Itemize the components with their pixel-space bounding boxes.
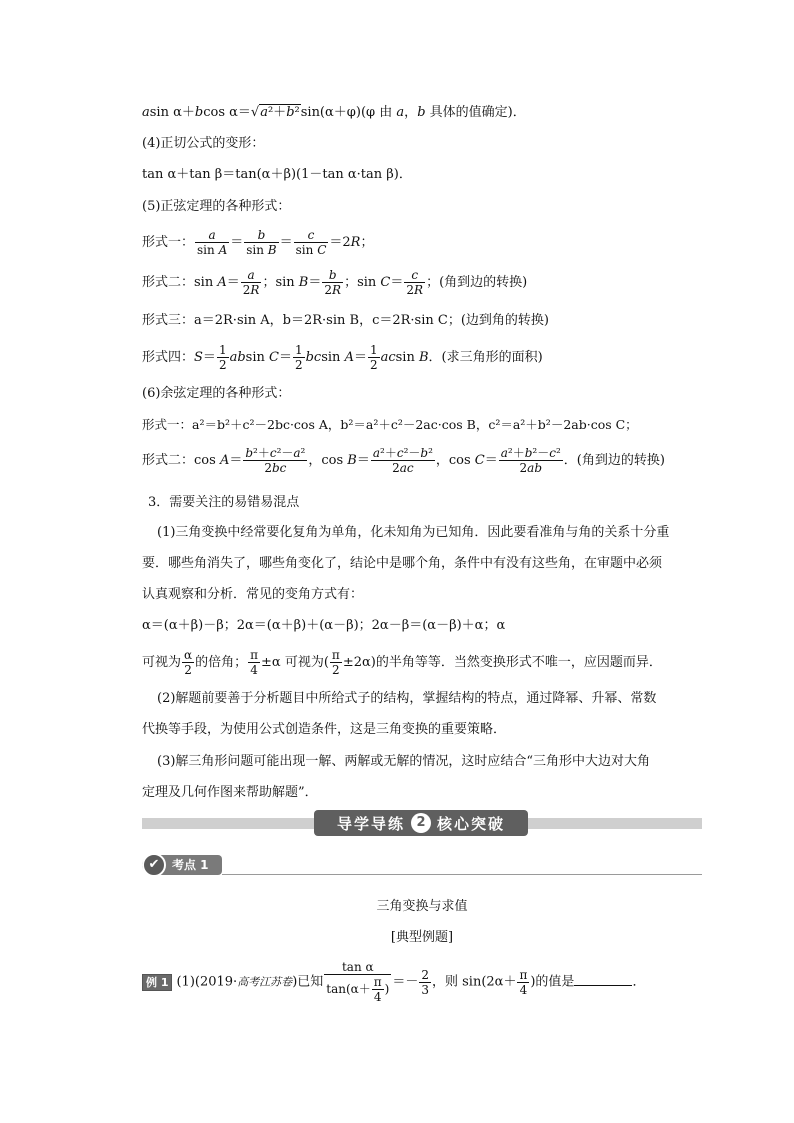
example-fraction: tan α tan(α＋ $\frac{\pi}{4}$ ) <box>326 960 390 1004</box>
heading-sine-law: (5)正弦定理的各种形式： <box>142 199 291 214</box>
banner-number-badge: 2 <box>411 813 431 833</box>
heading-pitfalls: 3．需要关注的易错易混点 <box>148 495 300 510</box>
cosine-law-form-1: 形式一：a²＝b²＋c²－2bc·cos A，b²＝a²＋c²－2ac·cos B，c²＝a²＋b²－2ab·cos C； <box>142 417 638 432</box>
example-tag: 例 1 <box>142 974 172 991</box>
example-source: 高考江苏卷 <box>237 975 293 989</box>
check-icon: ✔ <box>142 853 166 877</box>
paragraph-3-line-1: (3)解三角形问题可能出现一解、两解或无解的情况，这时应结合“三角形中大边对大角 <box>157 754 651 769</box>
paragraph-1-line-1: (1)三角变换中经常要化复角为单角，化未知角为已知角．因此要看准角与角的关系十分重 <box>157 525 670 540</box>
sine-law-form-1: 形式一： $\frac{a}{\text{sin A}}$ ＝ $\frac{b}{\text{sin B}}$ ＝ $\frac{c}{\text{sin C}}$ ＝2R； <box>142 228 374 257</box>
heading-cosine-law: (6)余弦定理的各种形式： <box>142 386 291 401</box>
kaodian-tag: ✔ 考点 1 <box>142 855 222 875</box>
example-1: 例 1 (1)(2019·高考江苏卷)已知 tan α tan(α＋ $\frac{\pi}{4}$ ) ＝－ $\frac{2}{3}$ ，则 sin(2α＋ $\frac{\pi}{4}$ )的值是 ． <box>142 960 645 1004</box>
paragraph-2-line-2: 代换等手段，为使用公式创造条件，这是三角变换的重要策略． <box>142 722 507 737</box>
paragraph-1-line-4: α＝(α＋β)－β；2α＝(α＋β)＋(α－β)；2α－β＝(α－β)＋α；α <box>142 618 506 633</box>
heading-tangent: (4)正切公式的变形： <box>142 136 265 151</box>
paragraph-1-line-3: 认真观察和分析．常见的变角方式有： <box>142 587 364 602</box>
section-banner: 导学导练 2 核心突破 <box>314 810 528 836</box>
section-title: 三角变换与求值 <box>376 899 468 914</box>
paragraph-3-line-2: 定理及几何作图来帮助解题”． <box>142 785 318 800</box>
sine-law-form-4: 形式四：S＝ $\frac{1}{2}$ absin C＝ $\frac{1}{2}$ bcsin A＝ $\frac{1}{2}$ acsin B．(求三角形的面积) <box>142 343 543 372</box>
formula-auxiliary-angle: asin α＋bcos α＝√a²＋b²sin(α＋φ)(φ 由 a，b 具体的值确定)． <box>142 105 526 120</box>
kaodian-underline <box>222 874 702 875</box>
sine-law-form-3: 形式三：a＝2R·sin A，b＝2R·sin B，c＝2R·sin C；(边到角的转换) <box>142 313 549 328</box>
answer-blank <box>574 973 632 986</box>
section-subtitle: [典型例题] <box>390 930 454 945</box>
paragraph-2-line-1: (2)解题前要善于分析题目中所给式子的结构，掌握结构的特点，通过降幂、升幂、常数 <box>157 691 657 706</box>
formula-tangent: tan α＋tan β＝tan(α＋β)(1－tan α·tan β)． <box>142 167 412 182</box>
paragraph-1-line-2: 要．哪些角消失了，哪些角变化了，结论中是哪个角，条件中有没有这些角，在审题中必须 <box>142 556 663 571</box>
cosine-law-form-2: 形式二：cos A＝ $\frac{\text{b²＋c²－a²}}{2bc}$ ，cos B＝ $\frac{\text{a²＋c²－b²}}{2ac}$ ，cos C＝ $\frac{\text{a²＋b²－c²}}{2ab}$ ．(角到边的转换) <box>142 446 665 475</box>
paragraph-1-line-5: 可视为 $\frac{\alpha}{2}$ 的倍角； $\frac{\pi}{4}$ ±α 可视为( $\frac{\pi}{2}$ ±2α)的半角等等．当然变换形式不唯一，应因题而异． <box>142 648 662 677</box>
sine-law-form-2: 形式二：sin A＝ $\frac{a}{2R}$ ；sin B＝ $\frac{b}{2R}$ ；sin C＝ $\frac{c}{2R}$ ；(角到边的转换) <box>142 268 528 297</box>
